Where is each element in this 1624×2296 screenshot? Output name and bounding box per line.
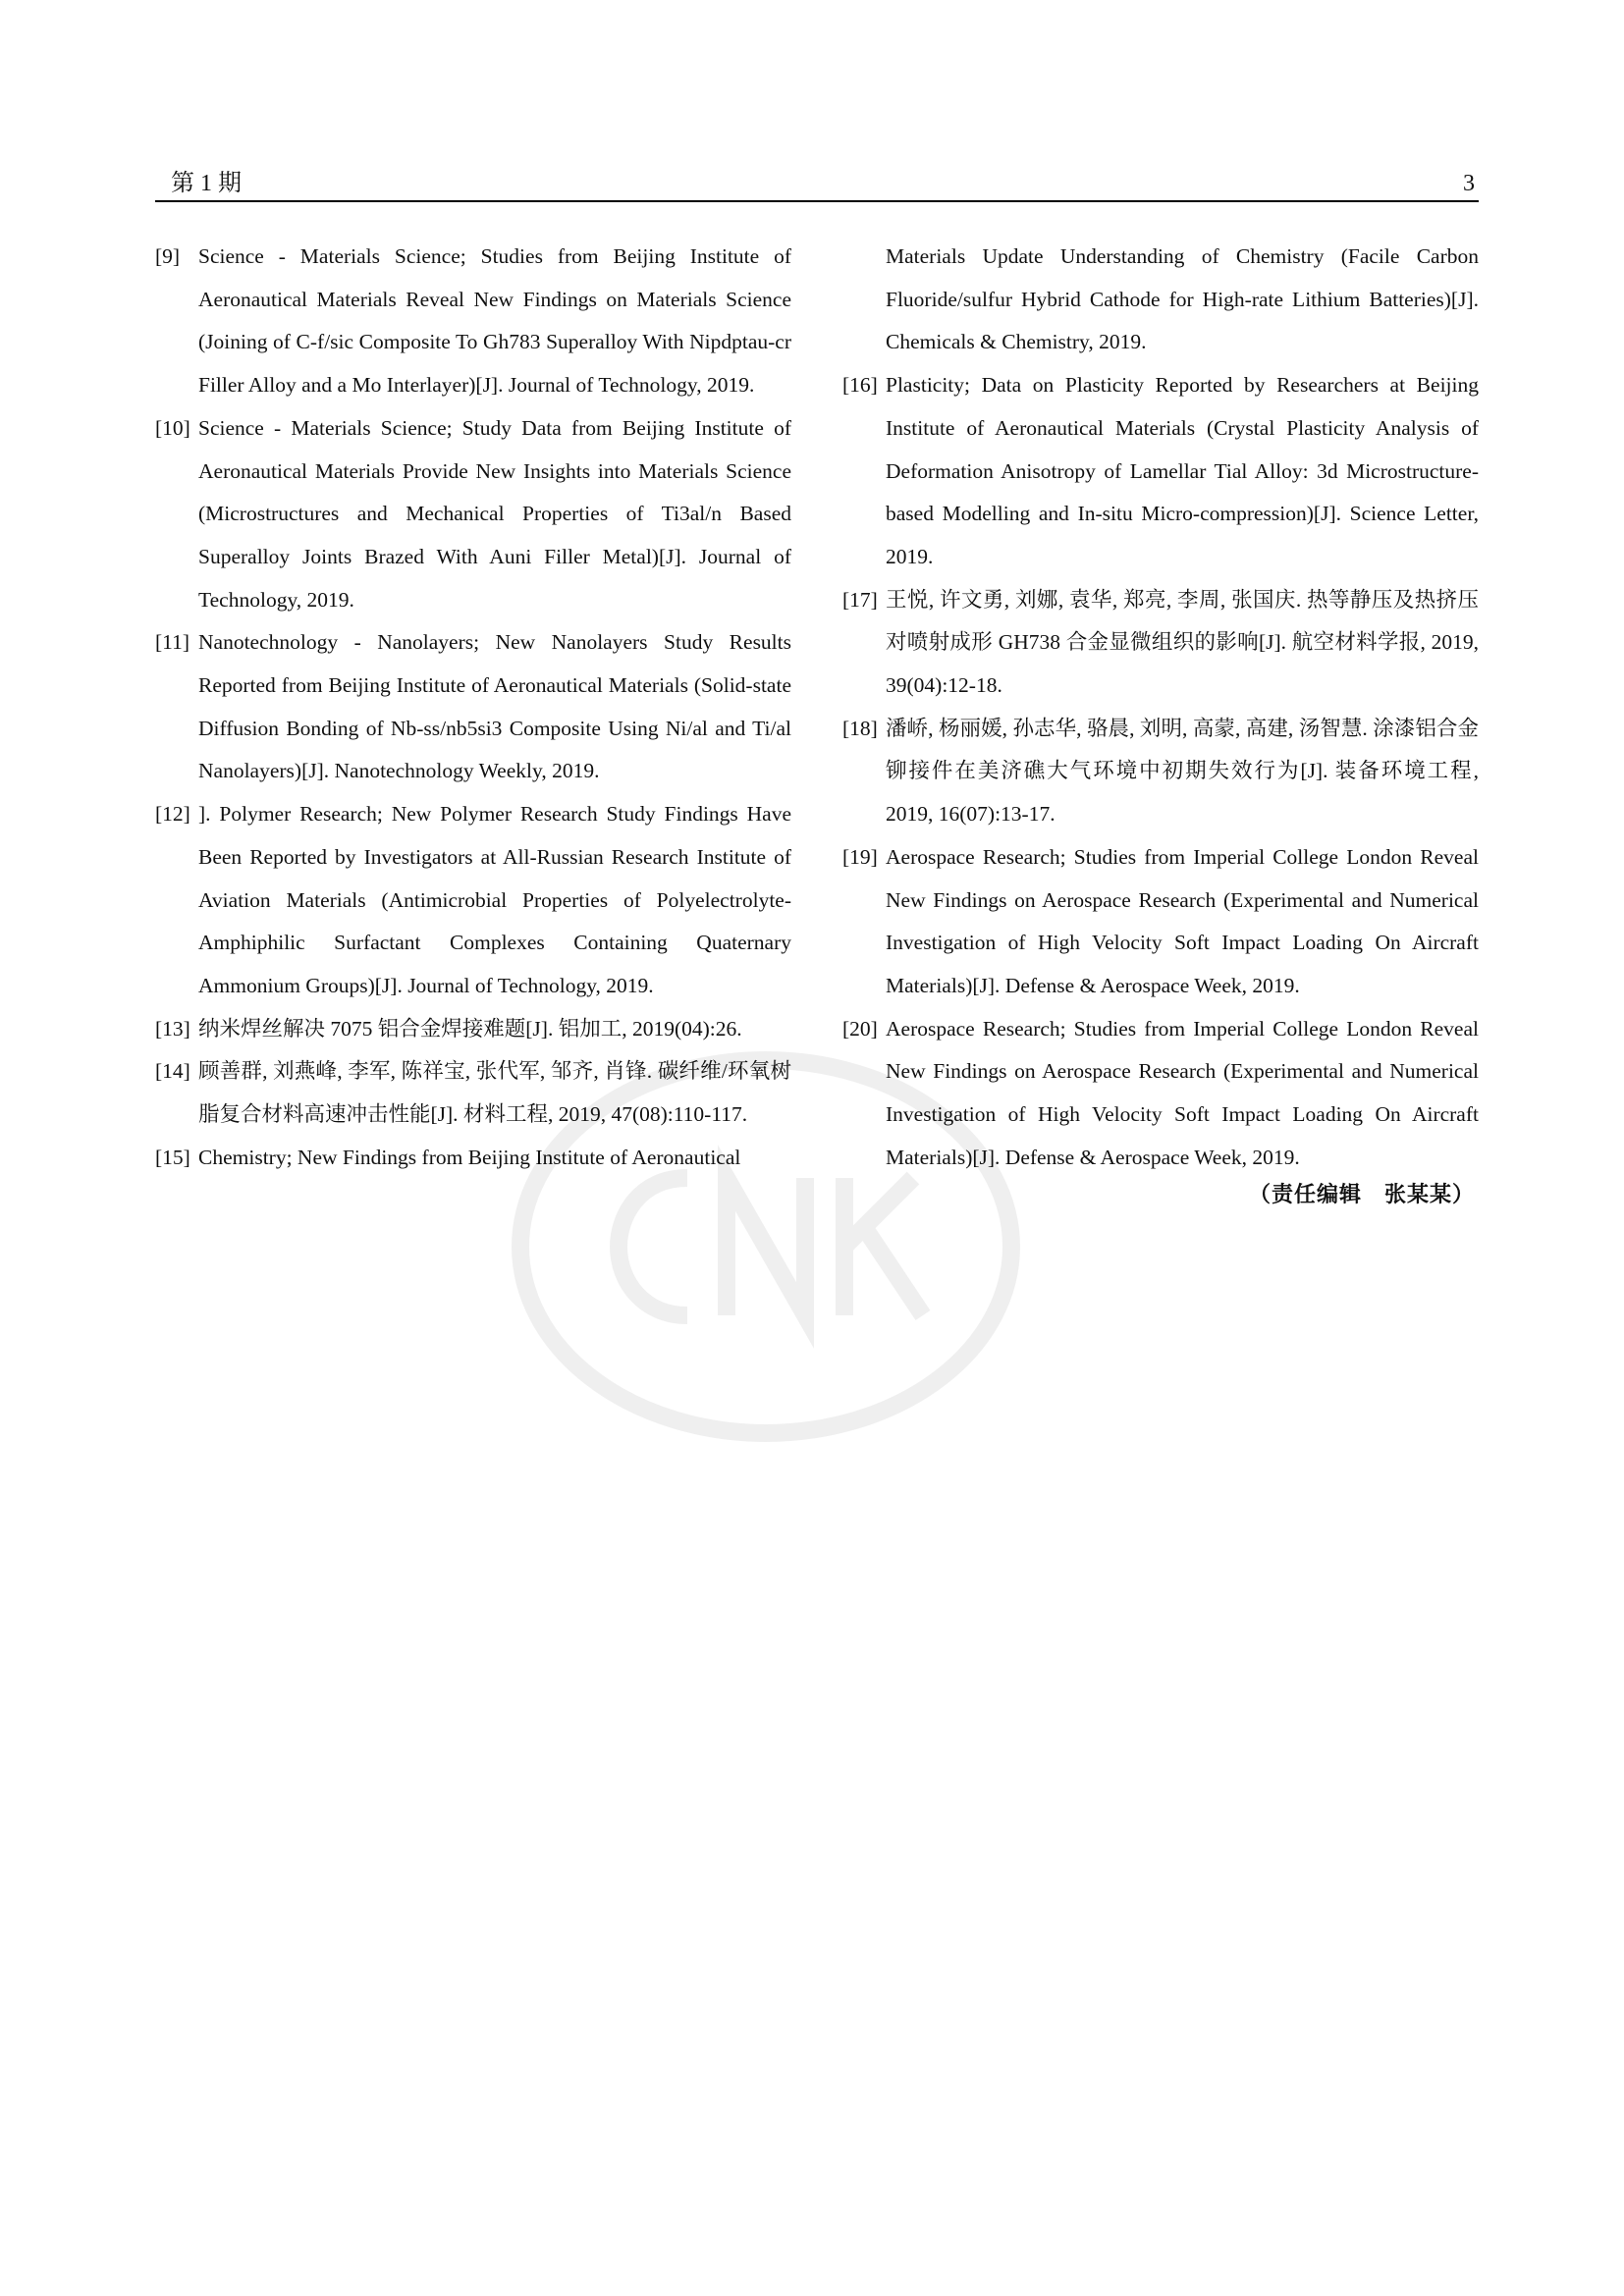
- reference-item: [842, 579, 1479, 708]
- reference-item: [155, 1050, 791, 1136]
- reference-number: [9]: [155, 244, 181, 268]
- reference-text: Chemistry; New Findings from Beijing Institute of Aeronautical: [198, 1145, 741, 1169]
- issue-label: 第 1 期: [171, 171, 242, 196]
- reference-number: [15]: [155, 1145, 190, 1169]
- reference-item: [155, 1137, 791, 1180]
- reference-text: Materials Update Understanding of Chemistry (Facile Carbon Fluoride/sulfur Hybrid Cathode for High-rate Lithium Batteries)[J]. Chemicals & Chemistry, 2019.: [886, 244, 1479, 354]
- reference-text: ]. Polymer Research; New Polymer Research Study Findings Have Been Reported by Investigators at All-Russian Research Institute of Aviation Materials (Antimicrobial Properties of Polyelectrolyte-Amphiphilic Surfactant Complexes Containing Quaternary Ammonium Groups)[J]. Journal of Technology, 2019.: [198, 802, 791, 997]
- running-header: [155, 169, 1479, 202]
- reference-text: Science - Materials Science; Studies from Beijing Institute of Aeronautical Materials Reveal New Findings on Materials Science (Joining of C-f/sic Composite To Gh783 Superalloy With Nipdptau-cr Filler Alloy and a Mo Interlayer)[J]. Journal of Technology, 2019.: [198, 244, 791, 398]
- reference-number: [13]: [155, 1016, 190, 1041]
- reference-number: [17]: [842, 587, 878, 612]
- reference-item: [842, 836, 1479, 1008]
- reference-text: Nanotechnology - Nanolayers; New Nanolayers Study Results Reported from Beijing Institute of Aeronautical Materials (Solid-state Diffusion Bonding of Nb-ss/nb5si3 Composite Using Ni/al and Ti/al Nanolayers)[J]. Nanotechnology Weekly, 2019.: [198, 630, 791, 783]
- reference-number: [18]: [842, 716, 878, 740]
- reference-item: [155, 1008, 791, 1051]
- reference-text: 纳米焊丝解决 7075 铝合金焊接难题[J]. 铝加工, 2019(04):26.: [198, 1016, 742, 1041]
- reference-text: 潘峤, 杨丽媛, 孙志华, 骆晨, 刘明, 高蒙, 高建, 汤智慧. 涂漆铝合金铆接件在美济礁大气环境中初期失效行为[J]. 装备环境工程, 2019, 16(07):13-17.: [886, 716, 1479, 827]
- reference-text: Science - Materials Science; Study Data from Beijing Institute of Aeronautical Materials Provide New Insights into Materials Science (Microstructures and Mechanical Properties of Ti3al/n Based Superalloy Joints Brazed With Auni Filler Metal)[J]. Journal of Technology, 2019.: [198, 415, 791, 612]
- reference-number: [20]: [842, 1016, 878, 1041]
- reference-text: Aerospace Research; Studies from Imperial College London Reveal New Findings on Aerospace Research (Experimental and Numerical Investigation of High Velocity Soft Impact Loading On Aircraft Materials)[J]. Defense & Aerospace Week, 2019.: [886, 1016, 1479, 1169]
- reference-item: [155, 407, 791, 622]
- reference-number: [14]: [155, 1059, 190, 1084]
- references-column-right: [842, 236, 1479, 1179]
- references-column-left: [155, 236, 791, 1179]
- reference-text: Aerospace Research; Studies from Imperial College London Reveal New Findings on Aerospace Research (Experimental and Numerical Investigation of High Velocity Soft Impact Loading On Aircraft Materials)[J]. Defense & Aerospace Week, 2019.: [886, 844, 1479, 997]
- reference-item: [155, 793, 791, 1008]
- page-number: 3: [1463, 171, 1475, 196]
- responsible-editor-note: （责任编辑 张某某）: [1248, 1183, 1475, 1207]
- reference-item: [155, 236, 791, 407]
- reference-item: [842, 1008, 1479, 1180]
- reference-number: [12]: [155, 802, 190, 827]
- reference-item: [842, 364, 1479, 579]
- reference-item: [842, 708, 1479, 836]
- reference-text: Plasticity; Data on Plasticity Reported by Researchers at Beijing Institute of Aeronautical Materials (Crystal Plasticity Analysis of Deformation Anisotropy of Lamellar Tial Alloy: 3d Microstructure-based Modelling and In-situ Micro-compression)[J]. Science Letter, 2019.: [886, 373, 1479, 568]
- reference-number: [11]: [155, 630, 190, 655]
- reference-item-continued: [842, 236, 1479, 364]
- reference-number: [19]: [842, 844, 878, 869]
- reference-text: 王悦, 许文勇, 刘娜, 袁华, 郑亮, 李周, 张国庆. 热等静压及热挤压对喷射成形 GH738 合金显微组织的影响[J]. 航空材料学报, 2019, 39(04):12-18.: [886, 587, 1479, 698]
- reference-number: [10]: [155, 415, 190, 440]
- reference-text: 顾善群, 刘燕峰, 李军, 陈祥宝, 张代军, 邹齐, 肖锋. 碳纤维/环氧树脂复合材料高速冲击性能[J]. 材料工程, 2019, 47(08):110-117.: [198, 1059, 791, 1127]
- reference-number: [16]: [842, 373, 878, 398]
- reference-item: [155, 621, 791, 793]
